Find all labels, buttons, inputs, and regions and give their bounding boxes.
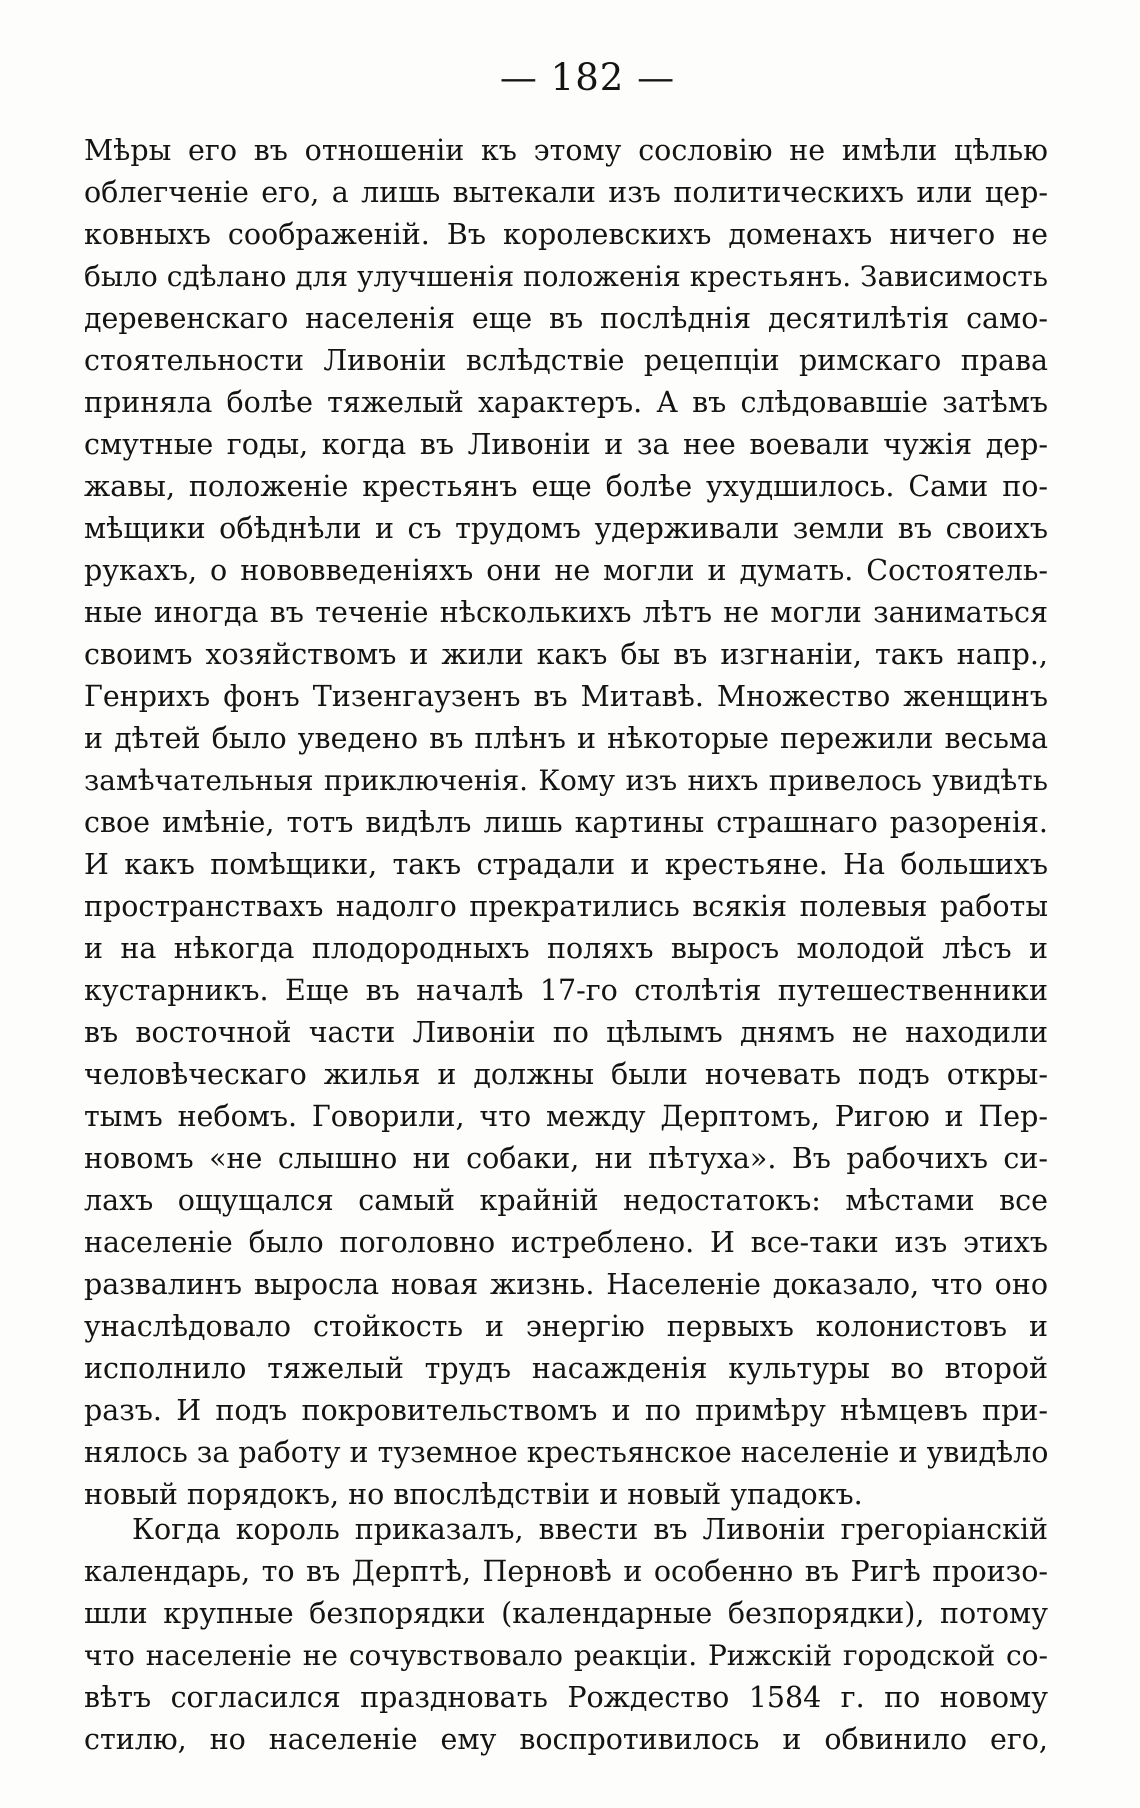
- text-line: смутные годы, когда въ Ливоніи и за нее воевали чужія дер-: [84, 428, 1048, 461]
- text-line: нялось за работу и туземное крестьянское населеніе и увидѣло: [84, 1436, 1048, 1469]
- text-line: замѣчательныя приключенія. Кому изъ нихъ привелось увидѣть: [84, 764, 1048, 797]
- text-line: тымъ небомъ. Говорили, что между Дерптомъ, Ригою и Пер-: [84, 1100, 1048, 1133]
- text-line: стилю, но населеніе ему воспротивилось и обвинило его,: [84, 1723, 1048, 1756]
- text-line: Генрихъ фонъ Тизенгаузенъ въ Митавѣ. Множество женщинъ: [84, 680, 1048, 713]
- text-line: рукахъ, о нововведеніяхъ они не могли и думать. Состоятель-: [84, 554, 1048, 587]
- text-line: и на нѣкогда плодородныхъ поляхъ выросъ молодой лѣсъ и: [84, 932, 1048, 965]
- text-line: въ восточной части Ливоніи по цѣлымъ днямъ не находили: [84, 1016, 1048, 1049]
- text-line: унаслѣдовало стойкость и энергію первыхъ колонистовъ и: [84, 1310, 1048, 1343]
- text-line: деревенскаго населенія еще въ послѣднія десятилѣтія само-: [84, 302, 1048, 335]
- text-line: вѣтъ согласился праздновать Рождество 1584 г. по новому: [84, 1681, 1048, 1714]
- text-line: Когда король приказалъ, ввести въ Ливоніи грегоріанскій: [132, 1513, 1048, 1546]
- paragraph-2: [84, 1509, 1048, 1761]
- text-line: исполнило тяжелый трудъ насажденія культуры во второй: [84, 1352, 1048, 1385]
- text-line: населеніе было поголовно истреблено. И все-таки изъ этихъ: [84, 1226, 1048, 1259]
- text-line: жавы, положеніе крестьянъ еще болѣе ухудшилось. Сами по-: [84, 470, 1048, 503]
- paragraph-1: [84, 130, 1048, 1516]
- text-line: ные иногда въ теченіе нѣсколькихъ лѣтъ не могли заниматься: [84, 596, 1048, 629]
- text-line: развалинъ выросла новая жизнь. Населеніе доказало, что оно: [84, 1268, 1048, 1301]
- text-line: человѣческаго жилья и должны были ночевать подъ откры-: [84, 1058, 1048, 1091]
- text-line: облегченіе его, а лишь вытекали изъ политическихъ или цер-: [84, 176, 1048, 209]
- text-line: пространствахъ надолго прекратились всякія полевыя работы: [84, 890, 1048, 923]
- text-line: мѣщики обѣднѣли и съ трудомъ удерживали земли въ своихъ: [84, 512, 1048, 545]
- text-line: шли крупные безпорядки (календарные безпорядки), потому: [84, 1597, 1048, 1630]
- text-line: приняла болѣе тяжелый характеръ. А въ слѣдовавшіе затѣмъ: [84, 386, 1048, 419]
- text-line: что населеніе не сочувствовало реакціи. Рижскій городской со-: [84, 1639, 1048, 1672]
- text-line: кустарникъ. Еще въ началѣ 17-го столѣтія путешественники: [84, 974, 1048, 1007]
- text-line: свое имѣніе, тотъ видѣлъ лишь картины страшнаго разоренія.: [84, 806, 1048, 839]
- text-line: лахъ ощущался самый крайній недостатокъ: мѣстами все: [84, 1184, 1048, 1217]
- text-line: ковныхъ соображеній. Въ королевскихъ доменахъ ничего не: [84, 218, 1048, 251]
- text-line: и дѣтей было уведено въ плѣнъ и нѣкоторые пережили весьма: [84, 722, 1048, 755]
- page-number: — 182 —: [499, 56, 676, 99]
- text-line: календарь, то въ Дерптѣ, Перновѣ и особенно въ Ригѣ произо-: [84, 1555, 1048, 1588]
- text-line: разъ. И подъ покровительствомъ и по примѣру нѣмцевъ при-: [84, 1394, 1048, 1427]
- text-line: И какъ помѣщики, такъ страдали и крестьяне. На большихъ: [84, 848, 1048, 881]
- text-line: стоятельности Ливоніи вслѣдствіе рецепціи римскаго права: [84, 344, 1048, 377]
- text-line: новый порядокъ, но впослѣдствіи и новый упадокъ.: [84, 1478, 863, 1511]
- text-line: Мѣры его въ отношеніи къ этому сословію не имѣли цѣлью: [84, 134, 1048, 167]
- text-line: своимъ хозяйствомъ и жили какъ бы въ изгнаніи, такъ напр.,: [84, 638, 1048, 671]
- text-line: было сдѣлано для улучшенія положенія крестьянъ. Зависимость: [84, 260, 1048, 293]
- text-line: новомъ «не слышно ни собаки, ни пѣтуха». Въ рабочихъ си-: [84, 1142, 1048, 1175]
